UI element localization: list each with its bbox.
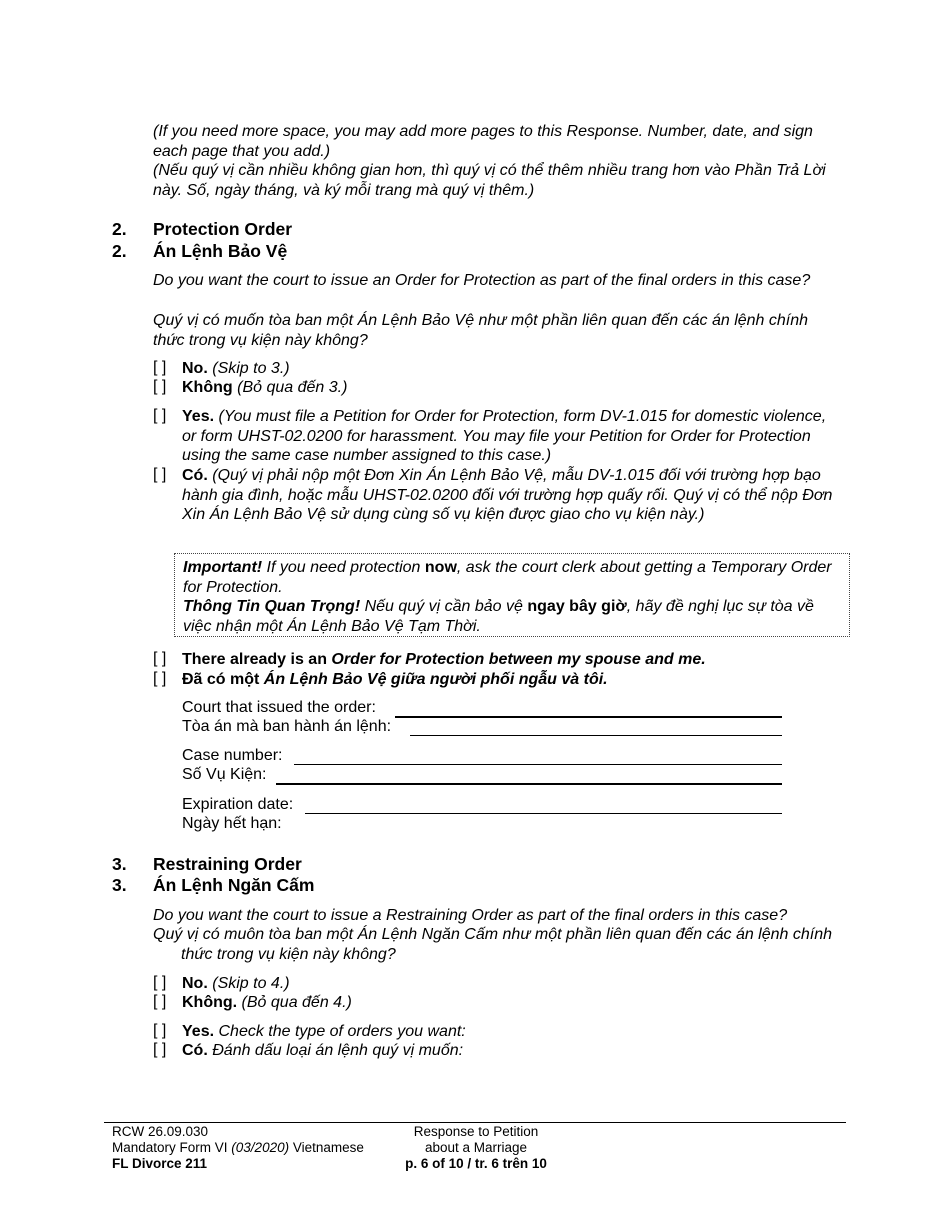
expiration-label-vi: Ngày hết hạn: [182, 815, 282, 832]
court-input-line-vi[interactable] [410, 735, 782, 736]
footer-form-id: FL Divorce 211 [112, 1156, 208, 1171]
intro-text-en: (If you need more space, you may add more pages to this Response. Number, date, and sign each page that you add.) [153, 123, 813, 160]
case-number-input-line[interactable] [294, 764, 782, 765]
option-protection-yes-vi [182, 466, 842, 525]
section-3-title-en: Restraining Order [153, 854, 302, 874]
footer-divider [104, 1122, 846, 1123]
footer-form [112, 1140, 364, 1156]
footer-page-number: p. 6 of 10 / tr. 6 trên 10 [405, 1156, 547, 1171]
option-note: (Quý vị phải nộp một Đơn Xin Án Lệnh Bảo Vệ, mẫu DV-1.015 đối với trường hợp bạo hành gia đình, hoặc mẫu UHST-02.0200 đối với trường hợp quấy rối. Quý vị có thể nộp Đơn Xin Án Lệnh Bảo Vệ sử dụng cùng số vụ kiện được giao cho vụ kiện này.) [182, 467, 833, 523]
option-label: Có. [182, 1042, 208, 1059]
checkbox-protection-yes[interactable]: [ ] [153, 407, 167, 424]
option-label: Không [182, 379, 233, 396]
option-restraining-yes-vi [182, 1041, 842, 1061]
option-label: Yes. [182, 1023, 215, 1040]
important-text: Nếu quý vị cần bảo vệ [360, 598, 528, 615]
section-3-title-vi: Án Lệnh Ngăn Cấm [153, 875, 315, 895]
option-label: Không. [182, 994, 238, 1011]
important-text: If you need protection [262, 559, 425, 576]
option-restraining-yes-en [182, 1022, 842, 1042]
important-notice-en [183, 558, 841, 597]
option-protection-yes-en [182, 407, 842, 466]
option-note: Đánh dấu loại án lệnh quý vị muốn: [212, 1042, 464, 1059]
section-3-question-en: Do you want the court to issue a Restraining Order as part of the final orders in this case? [153, 907, 788, 924]
case-number-input-line-vi[interactable] [276, 783, 782, 785]
footer-form-date: (03/2020) [231, 1140, 290, 1155]
option-note: (Bỏ qua đến 4.) [241, 994, 352, 1011]
option-protection-no-vi [182, 378, 842, 398]
checkbox-restraining-no[interactable]: [ ] [153, 974, 167, 991]
option-text-italic: Án Lệnh Bảo Vệ giữa người phối ngẫu và tôi. [263, 671, 608, 688]
footer-title-1: Response to Petition [413, 1124, 539, 1139]
option-existing-order-en [182, 650, 842, 670]
checkbox-existing-order[interactable]: [ ] [153, 650, 167, 667]
option-existing-order-vi [182, 670, 842, 690]
option-label: Yes. [182, 408, 215, 425]
section-2-number: 2. [112, 219, 127, 239]
expiration-input-line[interactable] [305, 813, 782, 814]
court-label-vi: Tòa án mà ban hành án lệnh: [182, 718, 392, 735]
important-lead: Important! [183, 559, 263, 576]
expiration-label-en: Expiration date: [182, 796, 294, 813]
option-text-italic: Order for Protection between my spouse and me. [331, 651, 706, 668]
section-2-question-vi: Quý vị có muốn tòa ban một Án Lệnh Bảo Vệ như một phần liên quan đến các án lệnh chính thức trong vụ kiện này không? [153, 312, 809, 349]
option-restraining-no-en [182, 974, 842, 994]
case-number-label-vi: Số Vụ Kiện: [182, 766, 267, 783]
option-note: (Bỏ qua đến 3.) [237, 379, 348, 396]
important-notice-vi [183, 597, 841, 636]
option-note: Check the type of orders you want: [218, 1023, 466, 1040]
section-2-number-vi: 2. [112, 241, 127, 261]
intro-text-vi: (Nếu quý vị cần nhiều không gian hơn, thì quý vị có thể thêm nhiều trang hơn vào Phần Trả Lời này. Số, ngày tháng, và ký mỗi trang mà quý vị thêm.) [153, 162, 826, 199]
section-2-title-en: Protection Order [153, 219, 293, 239]
important-emphasis: ngay bây giờ [527, 598, 627, 615]
footer-rcw: RCW 26.09.030 [112, 1124, 209, 1139]
court-label-en: Court that issued the order: [182, 699, 376, 716]
checkbox-protection-no-vi[interactable]: [ ] [153, 378, 167, 395]
checkbox-existing-order-vi[interactable]: [ ] [153, 670, 167, 687]
footer-form-text: Mandatory Form VI [112, 1140, 232, 1155]
option-note: (Skip to 4.) [212, 975, 290, 992]
footer-form-lang: Vietnamese [289, 1140, 364, 1155]
court-input-line[interactable] [395, 716, 782, 718]
option-restraining-no-vi [182, 993, 842, 1013]
option-text: Đã có một [182, 671, 264, 688]
important-lead: Thông Tin Quan Trọng! [183, 598, 361, 615]
footer-center [376, 1124, 576, 1172]
section-2-title-vi: Án Lệnh Bảo Vệ [153, 241, 288, 261]
checkbox-restraining-yes-vi[interactable]: [ ] [153, 1041, 167, 1058]
footer-left [112, 1124, 364, 1172]
section-3-number: 3. [112, 854, 127, 874]
checkbox-restraining-yes[interactable]: [ ] [153, 1022, 167, 1039]
option-note: (Skip to 3.) [212, 360, 290, 377]
important-notice-box [174, 553, 850, 637]
option-label: No. [182, 975, 208, 992]
important-text: , hãy đề nghị lục sự tòa về việc nhận một Án Lệnh Bảo Vệ Tạm Thời. [183, 598, 814, 635]
case-number-label-en: Case number: [182, 747, 283, 764]
checkbox-protection-no[interactable]: [ ] [153, 359, 167, 376]
checkbox-protection-yes-vi[interactable]: [ ] [153, 466, 167, 483]
section-3-question-vi: Quý vị có muôn tòa ban một Án Lệnh Ngăn Cấm như một phần liên quan đến các án lệnh chính thức trong vụ kiện này không? [153, 926, 833, 963]
footer-title-2: about a Marriage [424, 1140, 528, 1155]
important-text: , ask the court clerk about getting a Temporary Order for Protection. [183, 559, 832, 596]
section-3-number-vi: 3. [112, 875, 127, 895]
important-emphasis: now [424, 559, 457, 576]
option-text: There already is an [182, 651, 332, 668]
option-protection-no-en [182, 359, 842, 379]
option-label: Có. [182, 467, 208, 484]
option-label: No. [182, 360, 208, 377]
checkbox-restraining-no-vi[interactable]: [ ] [153, 993, 167, 1010]
section-2-question-en: Do you want the court to issue an Order for Protection as part of the final orders in this case? [153, 272, 811, 289]
option-note: (You must file a Petition for Order for Protection, form DV-1.015 for domestic violence, or form UHST-02.0200 for harassment. You may file your Petition for Order for Protection using the same case number assigned to this case.) [182, 408, 827, 464]
